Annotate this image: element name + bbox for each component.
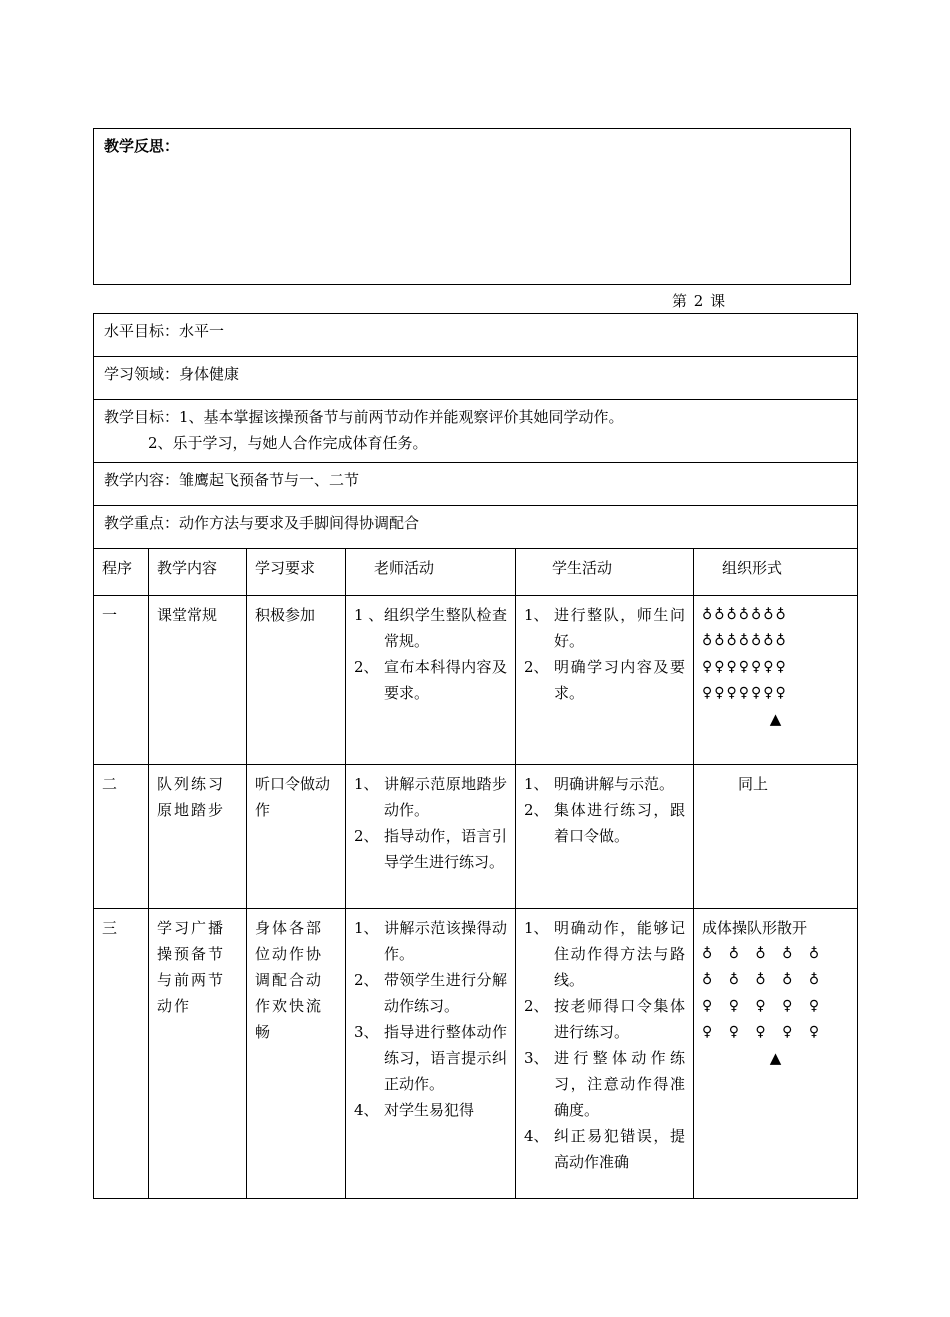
formation-boys-line: ♁♁♁♁♁♁♁: [702, 607, 788, 623]
header-teacher-activity: 老师活动: [346, 549, 516, 596]
row-organization: [694, 765, 858, 909]
formation-boys-line: ♁♁♁♁♁♁♁: [702, 633, 788, 649]
teaching-goals: [94, 400, 858, 463]
list-item: 1、 明确动作，能够记住动作得方法与路线。: [524, 919, 685, 989]
row-requirement: 身体各部位动作协调配合动作欢快流畅: [247, 909, 346, 1199]
teaching-content: 教学内容：雏鹰起飞预备节与一、二节: [94, 463, 858, 506]
row-content: 队列练习原地踏步: [149, 765, 247, 909]
row-content: 课堂常规: [149, 596, 247, 765]
row-student-activity: [516, 909, 694, 1199]
teacher-position-icon: ▲: [769, 1049, 782, 1067]
row-content: 学习广播操预备节与前两节动作: [149, 909, 247, 1199]
teaching-focus: 教学重点：动作方法与要求及手脚间得协调配合: [94, 506, 858, 549]
list-item: 1 、 组织学生整队检查常规。: [354, 606, 507, 650]
row-step: 三: [94, 909, 149, 1199]
teacher-position-icon: ▲: [769, 710, 782, 728]
list-item: 1、 讲解示范原地踏步动作。: [354, 775, 507, 819]
row-requirement: 积极参加: [247, 596, 346, 765]
formation-girls-line: ♀ ♀ ♀ ♀ ♀: [702, 1024, 826, 1040]
row-step: 一: [94, 596, 149, 765]
list-item: 2、 带领学生进行分解动作练习。: [354, 971, 507, 1015]
list-item: 2、 按老师得口令集体进行练习。: [524, 997, 685, 1041]
learning-domain: 学习领域：身体健康: [94, 357, 858, 400]
formation-girls-line: ♀♀♀♀♀♀♀: [702, 685, 788, 701]
header-organization: 组织形式: [694, 549, 858, 596]
table-row: [94, 909, 858, 1199]
list-item: 3、 进行整体动作练习，注意动作得准确度。: [524, 1049, 685, 1119]
table-header-row: [94, 549, 858, 596]
header-student-activity: 学生活动: [516, 549, 694, 596]
row-step: 二: [94, 765, 149, 909]
level-target: 水平目标：水平一: [94, 314, 858, 357]
teaching-reflection-box: [93, 128, 851, 285]
organization-text: 同上: [738, 775, 769, 793]
header-content: 教学内容: [149, 549, 247, 596]
list-item: 1、 明确讲解与示范。: [524, 775, 675, 793]
row-organization: [694, 596, 858, 765]
formation-girls-line: ♀ ♀ ♀ ♀ ♀: [702, 998, 826, 1014]
list-item: 2、 集体进行练习，跟着口令做。: [524, 801, 685, 845]
formation-boys-line: ♁ ♁ ♁ ♁ ♁: [702, 972, 826, 988]
row-organization: [694, 909, 858, 1199]
reflection-title: 教学反思：: [104, 137, 180, 155]
list-item: 2、 明确学习内容及要求。: [524, 658, 685, 702]
list-item: 3、 指导进行整体动作练习，语言提示纠正动作。: [354, 1023, 507, 1093]
header-requirement: 学习要求: [247, 549, 346, 596]
list-item: 2、 宣布本科得内容及要求。: [354, 658, 507, 702]
list-item: 1、 进行整队，师生问好。: [524, 606, 685, 650]
row-student-activity: [516, 596, 694, 765]
row-teacher-activity: [346, 765, 516, 909]
formation-girls-line: ♀♀♀♀♀♀♀: [702, 659, 788, 675]
goal-line-2: 2、乐于学习，与她人合作完成体育任务。: [148, 434, 428, 452]
list-item: 1、 讲解示范该操得动作。: [354, 919, 507, 963]
list-item: 4、 对学生易犯得: [354, 1101, 475, 1119]
organization-text: 成体操队形散开: [702, 919, 808, 937]
list-item: 2、 指导动作，语言引导学生进行练习。: [354, 827, 507, 871]
header-step: 程序: [94, 549, 149, 596]
list-item: 4、 纠正易犯错误，提高动作准确: [524, 1127, 685, 1171]
lesson-number: 第 2 课: [672, 292, 727, 310]
table-row: [94, 596, 858, 765]
row-requirement: 听口令做动作: [247, 765, 346, 909]
lesson-plan-table: [93, 313, 858, 1199]
row-teacher-activity: [346, 909, 516, 1199]
formation-boys-line: ♁ ♁ ♁ ♁ ♁: [702, 946, 826, 962]
goal-line-1: 教学目标：1、基本掌握该操预备节与前两节动作并能观察评价其她同学动作。: [104, 408, 624, 426]
row-teacher-activity: [346, 596, 516, 765]
row-student-activity: [516, 765, 694, 909]
table-row: [94, 765, 858, 909]
